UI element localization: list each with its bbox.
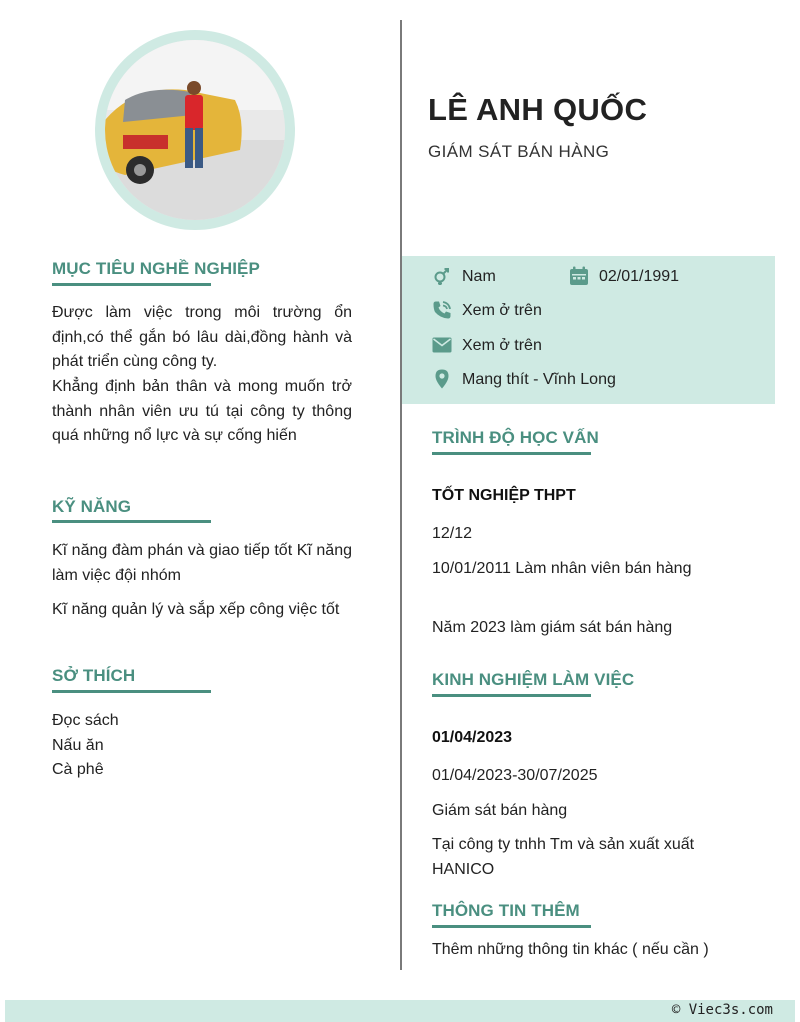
objective-title: MỤC TIÊU NGHỀ NGHIỆP (52, 259, 260, 278)
candidate-name: LÊ ANH QUỐC (428, 92, 648, 127)
gender-value: Nam (462, 268, 496, 285)
objective-underline (52, 283, 211, 286)
email-value: Xem ở trên (462, 337, 542, 354)
email-icon (432, 335, 452, 355)
location-pin-icon (432, 369, 452, 389)
extra-info-title: THÔNG TIN THÊM (432, 901, 580, 920)
objective-paragraph-2: Khẳng định bản thân và mong muốn trở thành nhân viên ưu tú tại công ty thông quá những nổ lực và sự cống hiến (52, 378, 352, 444)
hobbies-underline (52, 690, 211, 693)
address-value: Mang thít - Vĩnh Long (462, 371, 616, 388)
experience-heading: 01/04/2023 (432, 729, 513, 746)
hobby-item: Nấu ăn (52, 737, 104, 754)
footer-credit: © Viec3s.com (671, 1002, 773, 1018)
objective-paragraph-1: Được làm việc trong môi trường ổn định,có thể gắn bó lâu dài,đồng hành và phát triển cùng công ty. (52, 304, 352, 370)
skills-title: KỸ NĂNG (52, 497, 132, 516)
experience-underline (432, 694, 591, 697)
phone-icon (432, 300, 452, 320)
experience-position: Giám sát bán hàng (432, 802, 568, 819)
footer-bar (5, 1000, 795, 1022)
gender-icon (432, 266, 452, 286)
experience-period: 01/04/2023-30/07/2025 (432, 767, 598, 784)
education-title: TRÌNH ĐỘ HỌC VẤN (432, 428, 599, 447)
skills-underline (52, 520, 211, 523)
education-line: 10/01/2011 Làm nhân viên bán hàng (432, 560, 692, 577)
education-line: Năm 2023 làm giám sát bán hàng (432, 619, 673, 636)
skill-item: Kĩ năng đàm phán và giao tiếp tốt Kĩ năng làm việc đội nhóm (52, 542, 352, 584)
extra-info-text: Thêm những thông tin khác ( nếu cần ) (432, 941, 709, 958)
education-grade: 12/12 (432, 525, 473, 542)
extra-info-underline (432, 925, 591, 928)
hobbies-title: SỞ THÍCH (52, 666, 136, 685)
education-school: TỐT NGHIỆP THPT (432, 487, 576, 504)
hobby-item: Đọc sách (52, 712, 119, 729)
avatar (105, 40, 285, 220)
phone-value: Xem ở trên (462, 302, 542, 319)
birthday-value: 02/01/1991 (599, 268, 680, 285)
education-underline (432, 452, 591, 455)
calendar-icon (569, 266, 589, 286)
column-divider (400, 20, 402, 970)
candidate-job-title: GIÁM SÁT BÁN HÀNG (428, 142, 610, 161)
experience-title: KINH NGHIỆM LÀM VIỆC (432, 670, 635, 689)
hobby-item: Cà phê (52, 761, 104, 778)
skill-item: Kĩ năng quản lý và sắp xếp công việc tốt (52, 601, 340, 618)
experience-company: Tại công ty tnhh Tm và sản xuất xuất HANICO (432, 836, 695, 878)
